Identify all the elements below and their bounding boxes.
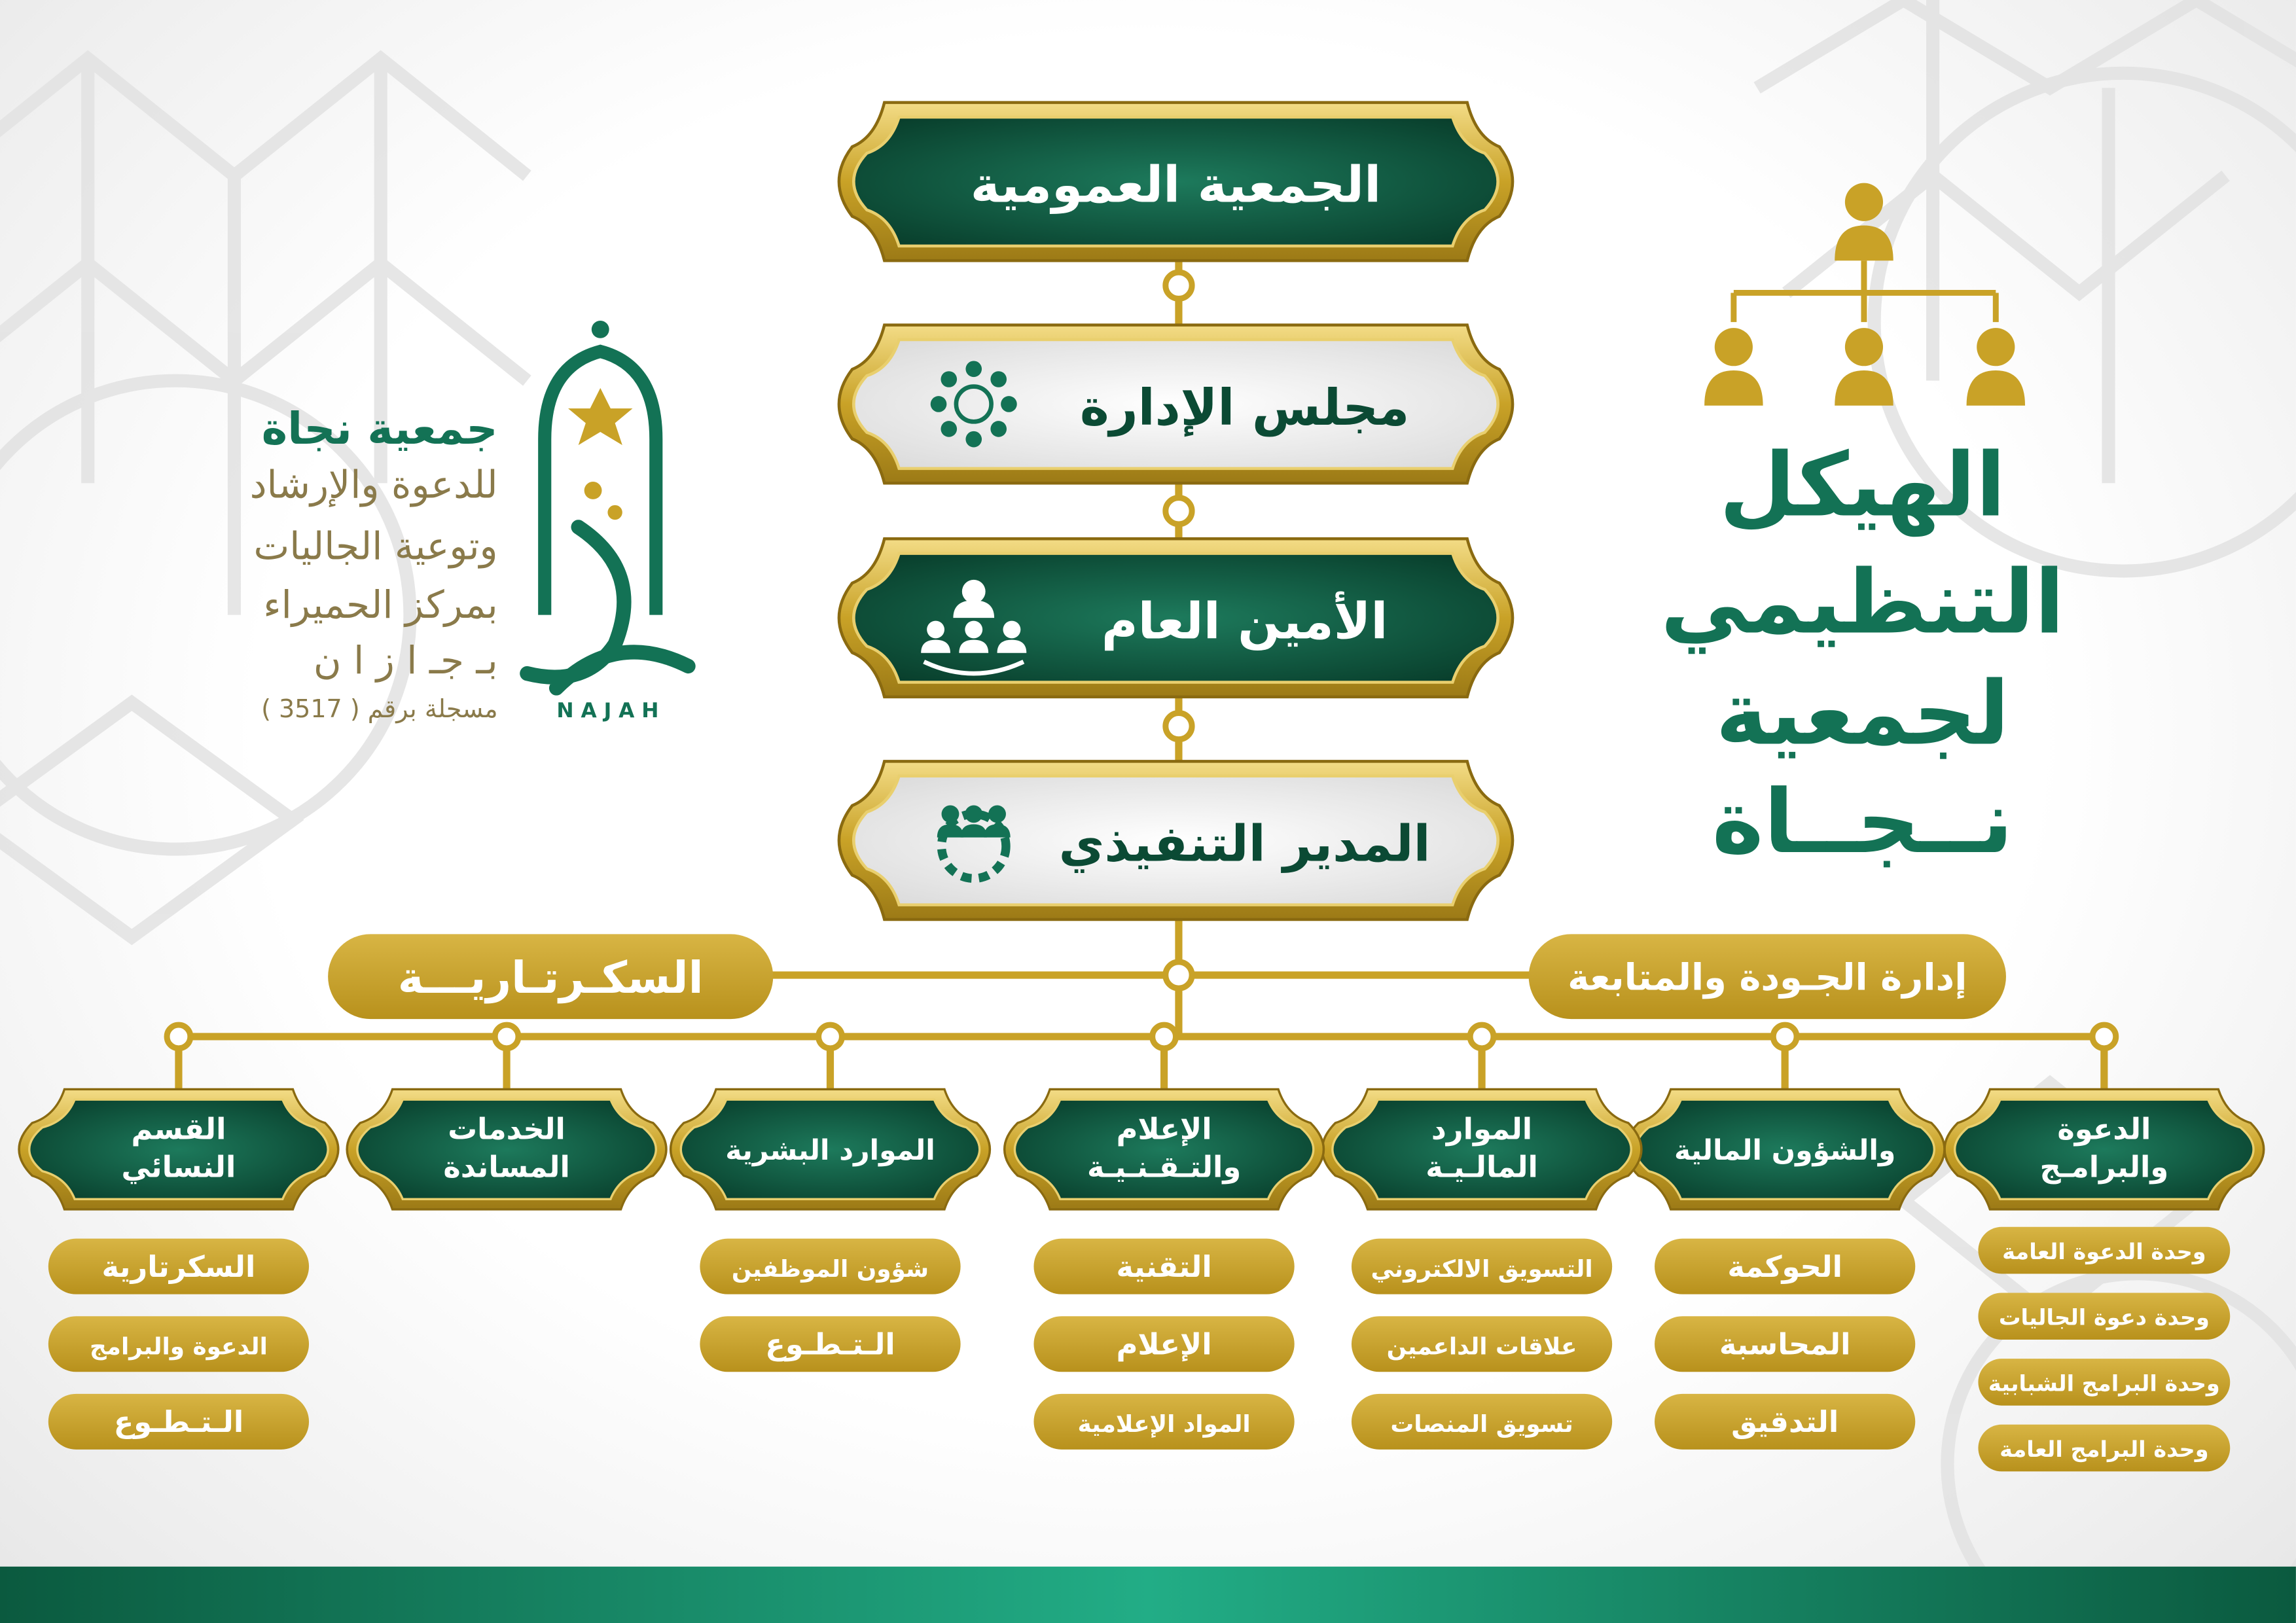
heading-line-4: نــجــاة [1712, 770, 2013, 874]
unit-pill[interactable] [1352, 1316, 1612, 1372]
department-box[interactable] [19, 1089, 338, 1209]
unit-pill[interactable] [1655, 1316, 1915, 1372]
unit-label: الـتـطـوع [113, 1404, 244, 1439]
unit-pill[interactable] [1978, 1359, 2230, 1406]
connector-node [167, 1025, 190, 1048]
connector-node [1773, 1025, 1797, 1048]
unit-label: السكرتارية [101, 1249, 256, 1284]
department-box[interactable] [1625, 1089, 1945, 1209]
department-title-line-1: الإعلام [1116, 1111, 1212, 1147]
org-line-3: بمركز الحميراء [263, 582, 498, 628]
heading-block [1660, 183, 2064, 873]
department-title-line-1: القسم [131, 1111, 226, 1147]
department-title-line-1: الخدمات [448, 1111, 565, 1147]
org-registration: مسجلة برقم ( 3517 ) [261, 694, 498, 724]
unit-label: المواد الإعلامية [1077, 1410, 1251, 1438]
unit-pill[interactable] [1352, 1394, 1612, 1450]
unit-pill[interactable] [700, 1316, 960, 1372]
department-box[interactable] [1005, 1089, 1324, 1209]
unit-pill[interactable] [1978, 1425, 2230, 1472]
unit-label: التسويق الالكتروني [1371, 1255, 1593, 1283]
unit-label: التقنية [1116, 1249, 1212, 1284]
department-box[interactable] [671, 1089, 990, 1209]
secretariat-label: السكـرتـاريـــة [397, 952, 704, 1003]
departments-group [19, 1089, 2264, 1471]
connector-node [1166, 498, 1192, 524]
department-title-line-2: والتـقـنـيـة [1086, 1149, 1242, 1185]
department-title-line-2: النسائي [121, 1149, 236, 1185]
connector-node [1166, 713, 1192, 740]
org-logo [527, 321, 688, 722]
executive-director-box[interactable] [839, 761, 1513, 919]
unit-pill[interactable] [700, 1239, 960, 1294]
connector-node [1166, 962, 1192, 988]
secretary-general-box[interactable] [839, 539, 1513, 697]
org-info [250, 403, 498, 724]
heading-line-1: الهيكل [1719, 433, 2006, 537]
org-line-2: وتوعية الجاليات [253, 524, 498, 569]
unit-pill[interactable] [1978, 1293, 2230, 1340]
unit-label: تسويق المنصات [1390, 1410, 1573, 1438]
department-box[interactable] [1322, 1089, 1641, 1209]
unit-label: المحاسبة [1719, 1327, 1851, 1362]
org-line-4: بـ جـ ا ز ا ن [313, 638, 498, 683]
unit-pill[interactable] [1033, 1239, 1294, 1294]
department-title-line-2: المالـيـة [1426, 1149, 1538, 1185]
department-box[interactable] [347, 1089, 666, 1209]
department-title-line-1: الموارد [1431, 1111, 1533, 1147]
unit-pill[interactable] [1655, 1239, 1915, 1294]
quality-label: إدارة الجـودة والمتابعة [1568, 956, 1967, 999]
unit-label: علاقات الداعمين [1386, 1333, 1577, 1361]
org-line-1: للدعوة والإرشاد [249, 462, 498, 507]
secretariat-unit[interactable] [328, 934, 773, 1019]
connector-node [1470, 1025, 1494, 1048]
heading-line-3: لجمعية [1715, 662, 2010, 765]
board-box[interactable] [839, 325, 1513, 484]
connector-node [2092, 1025, 2116, 1048]
quality-unit[interactable] [1529, 934, 2006, 1019]
unit-pill[interactable] [48, 1239, 309, 1294]
unit-label: وحدة الدعوة العامة [2002, 1238, 2206, 1264]
department-title-line-2: والبرامـج [2039, 1149, 2169, 1185]
department-title-line-2: المساندة [443, 1149, 570, 1185]
unit-pill[interactable] [48, 1316, 309, 1372]
unit-pill[interactable] [1655, 1394, 1915, 1450]
unit-pill[interactable] [1033, 1394, 1294, 1450]
unit-label: وحدة البرامج العامة [2000, 1436, 2209, 1463]
department-box[interactable] [1945, 1089, 2264, 1209]
unit-label: الـتـطـوع [765, 1327, 895, 1362]
unit-label: وحدة دعوة الجاليات [1998, 1304, 2210, 1330]
general-assembly-box-label: الجمعية العمومية [970, 155, 1382, 214]
department-title: الموارد البشرية [725, 1134, 935, 1167]
unit-label: الإعلام [1116, 1327, 1212, 1362]
unit-label: وحدة البرامج الشبابية [1988, 1370, 2220, 1397]
unit-pill[interactable] [1033, 1316, 1294, 1372]
unit-label: الدعوة والبرامج [90, 1333, 268, 1361]
unit-pill[interactable] [1978, 1227, 2230, 1274]
department-title-line-1: الدعوة [2057, 1111, 2151, 1147]
board-box-label: مجلس الإدارة [1079, 378, 1410, 437]
unit-label: التدقيق [1731, 1404, 1839, 1439]
unit-pill[interactable] [1352, 1239, 1612, 1294]
unit-label: الحوكمة [1727, 1249, 1842, 1284]
connector-node [1153, 1025, 1176, 1048]
connector-node [1166, 272, 1192, 298]
general-assembly-box[interactable] [839, 103, 1513, 261]
executive-director-box-label: المدير التنفيذي [1058, 814, 1431, 873]
department-title: والشؤون المالية [1674, 1134, 1896, 1167]
unit-label: شؤون الموظفين [731, 1255, 929, 1283]
org-name: جمعية نجاة [261, 402, 498, 454]
connector-node [819, 1025, 842, 1048]
bottom-band [0, 1567, 2296, 1623]
heading-line-2: التنظيمي [1660, 550, 2065, 654]
connector-node [495, 1025, 518, 1048]
unit-pill[interactable] [48, 1394, 309, 1450]
logo-latin: N A J A H [556, 699, 659, 723]
secretary-general-box-label: الأمين العام [1101, 592, 1388, 651]
